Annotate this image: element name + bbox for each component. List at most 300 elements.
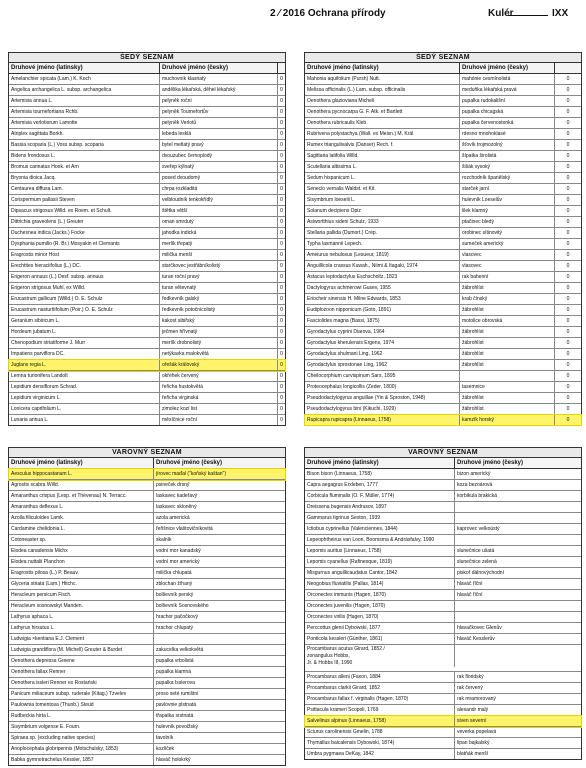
latin-name-cell: Sisymbrium volgense E. Fourn.: [9, 722, 154, 732]
czech-name-cell: veverka popelavá: [457, 729, 497, 735]
latin-name-cell: Thymallus baicalensis Dybowski, 1874): [305, 738, 455, 748]
flag-cell: 0: [280, 98, 283, 104]
latin-name-cell: Amelanchier spicata (Lam.) K. Koch: [9, 74, 160, 84]
flag-cell: 0: [280, 373, 283, 379]
latin-name-cell: Sagittaria latifolia Willd.: [305, 151, 460, 161]
czech-name-cell: pelyněk Tournefortův: [160, 107, 278, 117]
table-row: [9, 612, 285, 623]
latin-name-cell: Bison bison (Linnaeus, 1758): [305, 469, 455, 479]
czech-name-cell: zblochan žíhaný: [156, 581, 193, 587]
latin-name-cell: Psittacula krameri Scopoli, 1769: [305, 705, 455, 715]
flag-cell: 0: [280, 87, 283, 93]
table-row: [305, 546, 581, 557]
czech-name-cell: pelyněk roční: [160, 96, 278, 106]
table-row: [9, 107, 285, 118]
table-row: [305, 316, 581, 327]
issue-label: 2 ⁄ 2016 Ochrana přírody: [270, 8, 386, 19]
table-header: [9, 458, 285, 469]
czech-name-cell: kamzík horský: [460, 415, 555, 425]
table-row: [9, 656, 285, 667]
czech-name-cell: pupalka vrbolistá: [156, 658, 194, 664]
table-header: [305, 458, 581, 469]
latin-name-cell: Dreissena bugensis Andrusov, 1897: [305, 502, 455, 512]
table-row: [305, 480, 581, 491]
latin-name-cell: Artemisia verlotiorum Lamotte: [9, 118, 160, 128]
czech-name-cell: [455, 535, 581, 545]
table-row: [9, 305, 285, 316]
flag-cell: 0: [280, 186, 283, 192]
czech-name-cell: piskoř dálnovýchodní: [457, 570, 504, 576]
latin-name-cell: Oenothera depressa Greene: [9, 656, 154, 666]
latin-name-cell: Aesculus hippocastanum L.: [9, 469, 154, 479]
table-row: [9, 722, 285, 733]
czech-name-cell: hlaváč Kesslerův: [457, 636, 495, 642]
latin-name-cell: Rudbeckia hirta L.: [9, 711, 154, 721]
latin-name-cell: Orconectes virilis (Hagen, 1870): [305, 612, 455, 622]
table-row: [305, 568, 581, 579]
flag-cell: 0: [566, 296, 570, 302]
latin-name-cell: Ictiobus cyprinellus (Valenciennes, 1844): [305, 524, 455, 534]
czech-name-cell: třapatka srstnatá: [156, 713, 194, 719]
czech-name-cell: blatňák menší: [457, 751, 489, 757]
czech-name-cell: [455, 601, 581, 611]
table-row: [305, 623, 581, 634]
highlighted-table-row: [9, 469, 285, 480]
latin-name-cell: Glyceria striata (Lam.) Hitchc.: [9, 579, 154, 589]
czech-name-cell: šťovík trojmozolný: [460, 140, 555, 150]
table-row: [305, 173, 581, 184]
latin-name-cell: Babka gymnotrachelus Kessler, 1857: [9, 755, 154, 765]
latin-name-cell: Fasciolides magna (Bassi, 1875): [305, 316, 460, 326]
latin-name-cell: Sedum hispanicum L.: [305, 173, 460, 183]
grey-list-table-right: [304, 52, 582, 426]
czech-name-cell: tasemnice: [460, 382, 555, 392]
table-row: [305, 404, 581, 415]
latin-name-cell: Panicum miliaceum subsp. ruderale (Kitag.) Tzvelev: [9, 689, 154, 699]
latin-name-cell: Proteocephalus longicollis (Zeder, 1800): [305, 382, 460, 392]
latin-name-cell: Senecio vernalis Waldst. et Kit.: [305, 184, 460, 194]
flag-cell: 0: [566, 98, 570, 104]
table-row: [305, 535, 581, 546]
flag-cell: 0: [280, 340, 283, 346]
table-row: [305, 195, 581, 206]
table-row: [305, 283, 581, 294]
czech-name-cell: starček jarní: [460, 184, 555, 194]
table-row: [9, 195, 285, 206]
latin-name-cell: Rubrivena polystachya (Wall. ex Meisn.) M. Král: [305, 129, 460, 139]
table-row: [9, 382, 285, 393]
latin-name-cell: Procambarus alleni (Faxon, 1884: [305, 672, 455, 682]
table-row: [9, 634, 285, 645]
czech-name-cell: merlík třepatý: [160, 239, 278, 249]
czech-name-cell: hulevník Loeselův: [460, 195, 555, 205]
table-row: [305, 272, 581, 283]
table-row: [305, 162, 581, 173]
latin-name-cell: Solanum decipiens Opiz: [305, 206, 460, 216]
latin-name-cell: Erigeron strigosus Muhl. ex Willd.: [9, 283, 160, 293]
latin-name-cell: Procambarus acutus Girard, 1852 / zonangulus Hobbs, Jr. & Hobbs III, 1990: [305, 645, 455, 667]
czech-name-cell: šípatka širolistá: [460, 151, 555, 161]
czech-name-cell: vodní mor americký: [156, 559, 200, 565]
flag-cell: 0: [280, 120, 283, 126]
czech-name-cell: korbikula brakická: [457, 493, 498, 499]
table-row: [9, 502, 285, 513]
flag-cell: 0: [280, 164, 283, 170]
table-row: [305, 96, 581, 107]
czech-name-cell: řeřišnice vlaštovičníkovitá: [156, 526, 213, 532]
czech-name-cell: ječmen hřívnatý: [160, 327, 278, 337]
czech-name-cell: slunečnice ušatá: [457, 548, 495, 554]
flag-cell: 0: [566, 395, 570, 401]
flag-cell: 0: [566, 175, 570, 181]
latin-name-cell: Oenothera rubricaulis Kleb.: [305, 118, 460, 128]
czech-name-cell: bolševník Sosnovského: [156, 603, 209, 609]
latin-name-cell: Misgurnus anguillicaudatus Cantor, 1842: [305, 568, 455, 578]
flag-cell: 0: [280, 175, 283, 181]
czech-name-cell: muchovník klasnatý: [160, 74, 278, 84]
flag-cell: 0: [280, 285, 283, 291]
table-row: [9, 755, 285, 765]
czech-name-cell: rak mramorovaný: [457, 696, 496, 702]
czech-name-cell: pupalka chicagská: [460, 107, 555, 117]
latin-name-cell: Oenothera glazioviana Micheli: [305, 96, 460, 106]
table-row: [9, 151, 285, 162]
czech-name-cell: řeřicha hustokvětá: [160, 382, 278, 392]
flag-cell: 0: [280, 219, 283, 225]
czech-name-cell: koza bezoárová: [457, 482, 493, 488]
highlighted-table-row: [305, 415, 581, 425]
table-row: [9, 524, 285, 535]
czech-name-cell: [455, 612, 581, 622]
latin-name-cell: Cotoneaster sp.: [9, 535, 154, 545]
table-row: [9, 700, 285, 711]
latin-name-cell: Gyrodactylus sprostonae Ling, 1962: [305, 360, 460, 370]
table-row: [9, 261, 285, 272]
table-row: [305, 371, 581, 382]
czech-name-cell: žábrohlíst: [460, 404, 555, 414]
latin-name-cell: Dittrichia graveolens (L.) Greuter: [9, 217, 160, 227]
latin-name-cell: Lunaria annua L.: [9, 415, 160, 425]
flag-cell: 0: [566, 230, 570, 236]
table-row: [9, 667, 285, 678]
czech-name-cell: mahónie cesmínolistá: [460, 74, 555, 84]
czech-name-cell: skalník: [156, 537, 172, 543]
table-row: [9, 415, 285, 425]
table-row: [9, 371, 285, 382]
table-row: [305, 705, 581, 716]
table-row: [305, 206, 581, 217]
latin-name-cell: Asiwortthius sideni Schulz, 1933: [305, 217, 460, 227]
latin-name-cell: Procambarus clarkii Girard, 1852: [305, 683, 455, 693]
czech-name-cell: sveřep kýlnatý: [160, 162, 278, 172]
table-row: [9, 733, 285, 744]
table-row: [305, 738, 581, 749]
table-row: [9, 557, 285, 568]
czech-name-cell: netýkavka malokvětá: [160, 349, 278, 359]
czech-name-cell: rozchodník španělský: [460, 173, 555, 183]
latin-name-cell: Orconectes juvenilis (Hagen, 1870): [305, 601, 455, 611]
flag-cell: 0: [566, 417, 570, 423]
latin-name-cell: Corispermum pallasii Steven: [9, 195, 160, 205]
flag-cell: 0: [566, 252, 570, 258]
flag-cell: 0: [566, 318, 570, 324]
section-kuler: Kulér: [488, 8, 514, 19]
flag-cell: 0: [280, 362, 283, 368]
table-row: [305, 349, 581, 360]
table-row: [9, 678, 285, 689]
czech-name-cell: kozlíček: [156, 746, 175, 752]
col-latin-header: Druhové jméno (latinsky): [305, 63, 460, 73]
czech-name-cell: [460, 371, 555, 381]
table-row: [9, 579, 285, 590]
flag-cell: 0: [566, 274, 570, 280]
czech-name-cell: pupalka klamná: [156, 669, 192, 675]
latin-name-cell: Paulownia tomentosa (Thunb.) Steud: [9, 700, 154, 710]
czech-name-cell: řeřicha virginská: [160, 393, 278, 403]
czech-name-cell: vlasovec: [460, 261, 555, 271]
table-row: [305, 590, 581, 601]
latin-name-cell: Juglans regia L.: [9, 360, 160, 370]
table-row: [305, 469, 581, 480]
czech-name-cell: [455, 502, 581, 512]
col-latin-header: Druhové jméno (latinsky): [305, 458, 455, 468]
flag-cell: 0: [280, 263, 283, 269]
latin-name-cell: Dysphania pumilio (R. Br.) Mosyakin et Clemants: [9, 239, 160, 249]
latin-name-cell: Bryonia dioica Jacq.: [9, 173, 160, 183]
table-row: [305, 393, 581, 404]
table-row: [305, 151, 581, 162]
czech-name-cell: rak bahenní: [460, 272, 555, 282]
latin-name-cell: Gammarus tigrinus Sexton, 1939: [305, 513, 455, 523]
latin-name-cell: Corbicula fluminalis (O. F. Müller, 1774): [305, 491, 455, 501]
czech-name-cell: vodní mor kanadský: [156, 548, 201, 554]
latin-name-cell: Neogobius fluviatilis (Pallas, 1814): [305, 579, 455, 589]
czech-name-cell: kaprovec velkoústý: [457, 526, 500, 532]
page-header: [0, 8, 586, 24]
table-row: [305, 612, 581, 623]
latin-name-cell: Duchesnea indica (Jacks.) Focke: [9, 228, 160, 238]
table-row: [9, 283, 285, 294]
flag-cell: 0: [280, 274, 283, 280]
flag-cell: 0: [280, 296, 283, 302]
czech-name-cell: krab čínský: [460, 294, 555, 304]
highlighted-table-row: [9, 360, 285, 371]
latin-name-cell: Artemisia tournefortiana Rchb.: [9, 107, 160, 117]
latin-name-cell: Lonicera caprifolium L.: [9, 404, 160, 414]
czech-name-cell: tavolník: [156, 735, 174, 741]
czech-name-cell: hlaváč říční: [457, 592, 483, 598]
latin-name-cell: Gyrodactylus shulmani Ling, 1962: [305, 349, 460, 359]
latin-name-cell: Lepidium virginicum L.: [9, 393, 160, 403]
czech-name-cell: velbloudník tenkokřídlý: [160, 195, 278, 205]
czech-name-cell: žábrohlíst: [460, 327, 555, 337]
table-row: [9, 623, 285, 634]
flag-cell: 0: [566, 87, 570, 93]
flag-cell: 0: [566, 197, 570, 203]
latin-name-cell: Elodea canadensis Michx: [9, 546, 154, 556]
latin-name-cell: Oenothera pycnocarpa G. F. Atk. et Bartlett: [305, 107, 460, 117]
czech-name-cell: ředkevník galský: [160, 294, 278, 304]
latin-name-cell: Erucastrum gallicum (Willd.) O. E. Schulz: [9, 294, 160, 304]
table-row: [305, 524, 581, 535]
latin-name-cell: Lemna turionifera Landolt: [9, 371, 160, 381]
table-row: [9, 535, 285, 546]
table-header: [305, 63, 581, 74]
flag-cell: 0: [280, 76, 283, 82]
table-header: [9, 63, 285, 74]
latin-name-cell: Orconectes immunis (Hagen, 1870): [305, 590, 455, 600]
latin-name-cell: Stellaria pallida (Dumort.) Crép.: [305, 228, 460, 238]
table-row: [9, 711, 285, 722]
table-row: [9, 129, 285, 140]
latin-name-cell: Rupicapra rupicapra (Linnaeus, 1758): [305, 415, 460, 425]
table-row: [9, 294, 285, 305]
flag-cell: 0: [280, 208, 283, 214]
table-row: [9, 184, 285, 195]
flag-cell: 0: [566, 241, 570, 247]
table-row: [305, 85, 581, 96]
latin-name-cell: Cardamine chelidonia L.: [9, 524, 154, 534]
table-row: [305, 107, 581, 118]
flag-cell: 0: [566, 307, 570, 313]
table-row: [9, 546, 285, 557]
czech-name-cell: jahodka indická: [160, 228, 278, 238]
czech-name-cell: ořešák královský: [160, 360, 278, 370]
latin-name-cell: Elodea nuttalii Planchon: [9, 557, 154, 567]
czech-name-cell: lilek klamný: [460, 206, 555, 216]
latin-name-cell: Artemisia annua L.: [9, 96, 160, 106]
czech-name-cell: bizon americký: [457, 471, 491, 477]
section-number: IXX: [552, 8, 569, 19]
czech-name-cell: azola americká: [156, 515, 190, 521]
latin-name-cell: Centaurea diffusa Lam.: [9, 184, 160, 194]
czech-name-cell: žábrohlíst: [460, 338, 555, 348]
flag-cell: 0: [280, 197, 283, 203]
czech-name-cell: rak červený: [457, 685, 483, 691]
col-flag-header: [555, 63, 581, 73]
czech-name-cell: pupalka rudokališní: [460, 96, 555, 106]
table-row: [305, 672, 581, 683]
table-row: [305, 129, 581, 140]
latin-name-cell: Oenothera issleri Renner ex Rostański: [9, 678, 154, 688]
table-row: [9, 250, 285, 261]
table-row: [9, 590, 285, 601]
col-czech-header: Druhové jméno (česky): [457, 460, 524, 466]
latin-name-cell: Salvelinus alpinus (Linnaeus, 1758): [305, 716, 455, 726]
latin-name-cell: Lathyrus aphaca L.: [9, 612, 154, 622]
latin-name-cell: Ludwigia grandiflora (M. Michell) Greuter & Burdet: [9, 645, 154, 655]
flag-cell: 0: [280, 395, 283, 401]
col-czech-header: Druhové jméno (česky): [156, 460, 223, 466]
flag-cell: 0: [566, 186, 570, 192]
czech-name-cell: hlaváč říční: [457, 581, 483, 587]
latin-name-cell: Angelica archangelica L. subsp. archangelica: [9, 85, 160, 95]
latin-name-cell: Impatiens parviflora DC.: [9, 349, 160, 359]
flag-cell: 0: [566, 362, 570, 368]
czech-name-cell: kakost sibiřský: [160, 316, 278, 326]
latin-name-cell: Ameiurus nebulosus (Lesueur, 1819): [305, 250, 460, 260]
czech-name-cell: turan roční pravý: [160, 272, 278, 282]
latin-name-cell: Ludwigia ×kentiana E.J. Clement: [9, 634, 154, 644]
table-row: [9, 118, 285, 129]
latin-name-cell: Sisymbrium loeselii L.: [305, 195, 460, 205]
czech-name-cell: žábrohlíst: [460, 393, 555, 403]
table-row: [305, 74, 581, 85]
latin-name-cell: Astacus leptodactylus Eschscholtz, 1823: [305, 272, 460, 282]
table-row: [9, 206, 285, 217]
latin-name-cell: Bromus carinatus Hook. et Arn: [9, 162, 160, 172]
latin-name-cell: Perccottus glenii Dybowski, 1877: [305, 623, 455, 633]
table-row: [305, 261, 581, 272]
latin-name-cell: Umbra pygmaea DeKay, 1842: [305, 749, 455, 759]
table-row: [305, 338, 581, 349]
latin-name-cell: Melissa officinalis (L.) Lam. subsp. officinalis: [305, 85, 460, 95]
latin-name-cell: Rumex triangulivalvis (Danser) Rech. f.: [305, 140, 460, 150]
table-row: [9, 316, 285, 327]
czech-name-cell: laskavec kadeřavý: [156, 493, 198, 499]
flag-cell: 0: [566, 340, 570, 346]
table-row: [9, 689, 285, 700]
flag-cell: 0: [566, 109, 570, 115]
table-row: [305, 557, 581, 568]
czech-name-cell: bytel metlatý pravý: [160, 140, 278, 150]
czech-name-cell: žábrohlíst: [460, 283, 555, 293]
latin-name-cell: Lepeophtheirus van Loon, Boomsma & Andrásfalvy, 1990: [305, 535, 455, 545]
table-row: [305, 327, 581, 338]
czech-name-cell: měsíčnice roční: [160, 415, 278, 425]
czech-name-cell: [455, 513, 581, 523]
table-row: [9, 173, 285, 184]
table-row: [305, 683, 581, 694]
warning-list-table-left: [8, 447, 286, 766]
latin-name-cell: Lathyrus hirsutus L.: [9, 623, 154, 633]
flag-cell: 0: [280, 406, 283, 412]
czech-name-cell: lebeda lesklá: [160, 129, 278, 139]
col-czech-header: Druhové jméno (česky): [460, 63, 555, 73]
flag-cell: 0: [280, 230, 283, 236]
table-row: [9, 272, 285, 283]
table-row: [305, 601, 581, 612]
latin-name-cell: Cheilocorphium curvispinum Sars, 1895: [305, 371, 460, 381]
grey-list-table-left: [8, 52, 286, 426]
latin-name-cell: Oenothera fallax Renner: [9, 667, 154, 677]
table-row: [305, 645, 581, 672]
latin-name-cell: Lepomis cyanellus (Rafinesque, 1819): [305, 557, 455, 567]
czech-name-cell: okřehek červený: [160, 371, 278, 381]
czech-name-cell: rdesno mnohoklasé: [460, 129, 555, 139]
table-row: [9, 74, 285, 85]
latin-name-cell: Lepomis auritus (Linnaeus, 1758): [305, 546, 455, 556]
czech-name-cell: zakucelka velkokvětá: [156, 647, 204, 653]
latin-name-cell: Typha laxmannii Lepech.: [305, 239, 460, 249]
table-row: [9, 228, 285, 239]
table-row: [9, 96, 285, 107]
flag-cell: 0: [280, 142, 283, 148]
table-row: [9, 513, 285, 524]
czech-name-cell: vlasovec: [460, 250, 555, 260]
latin-name-cell: Anoplocephala globripennis (Motschulsky, 1853): [9, 744, 154, 754]
latin-name-cell: Procambarus fallax f. virginalis (Hagen, 1870): [305, 694, 455, 704]
table-row: [305, 634, 581, 645]
table-caption: ŠEDÝ SEZNAM: [305, 53, 581, 63]
flag-cell: 0: [280, 109, 283, 115]
table-row: [9, 239, 285, 250]
flag-cell: 0: [566, 131, 570, 137]
czech-name-cell: pupalka Isslerova: [156, 680, 195, 686]
latin-name-cell: Gyrodactylus cyprini Diarova, 1964: [305, 327, 460, 337]
table-row: [9, 744, 285, 755]
czech-name-cell: žábrohlíst: [460, 360, 555, 370]
